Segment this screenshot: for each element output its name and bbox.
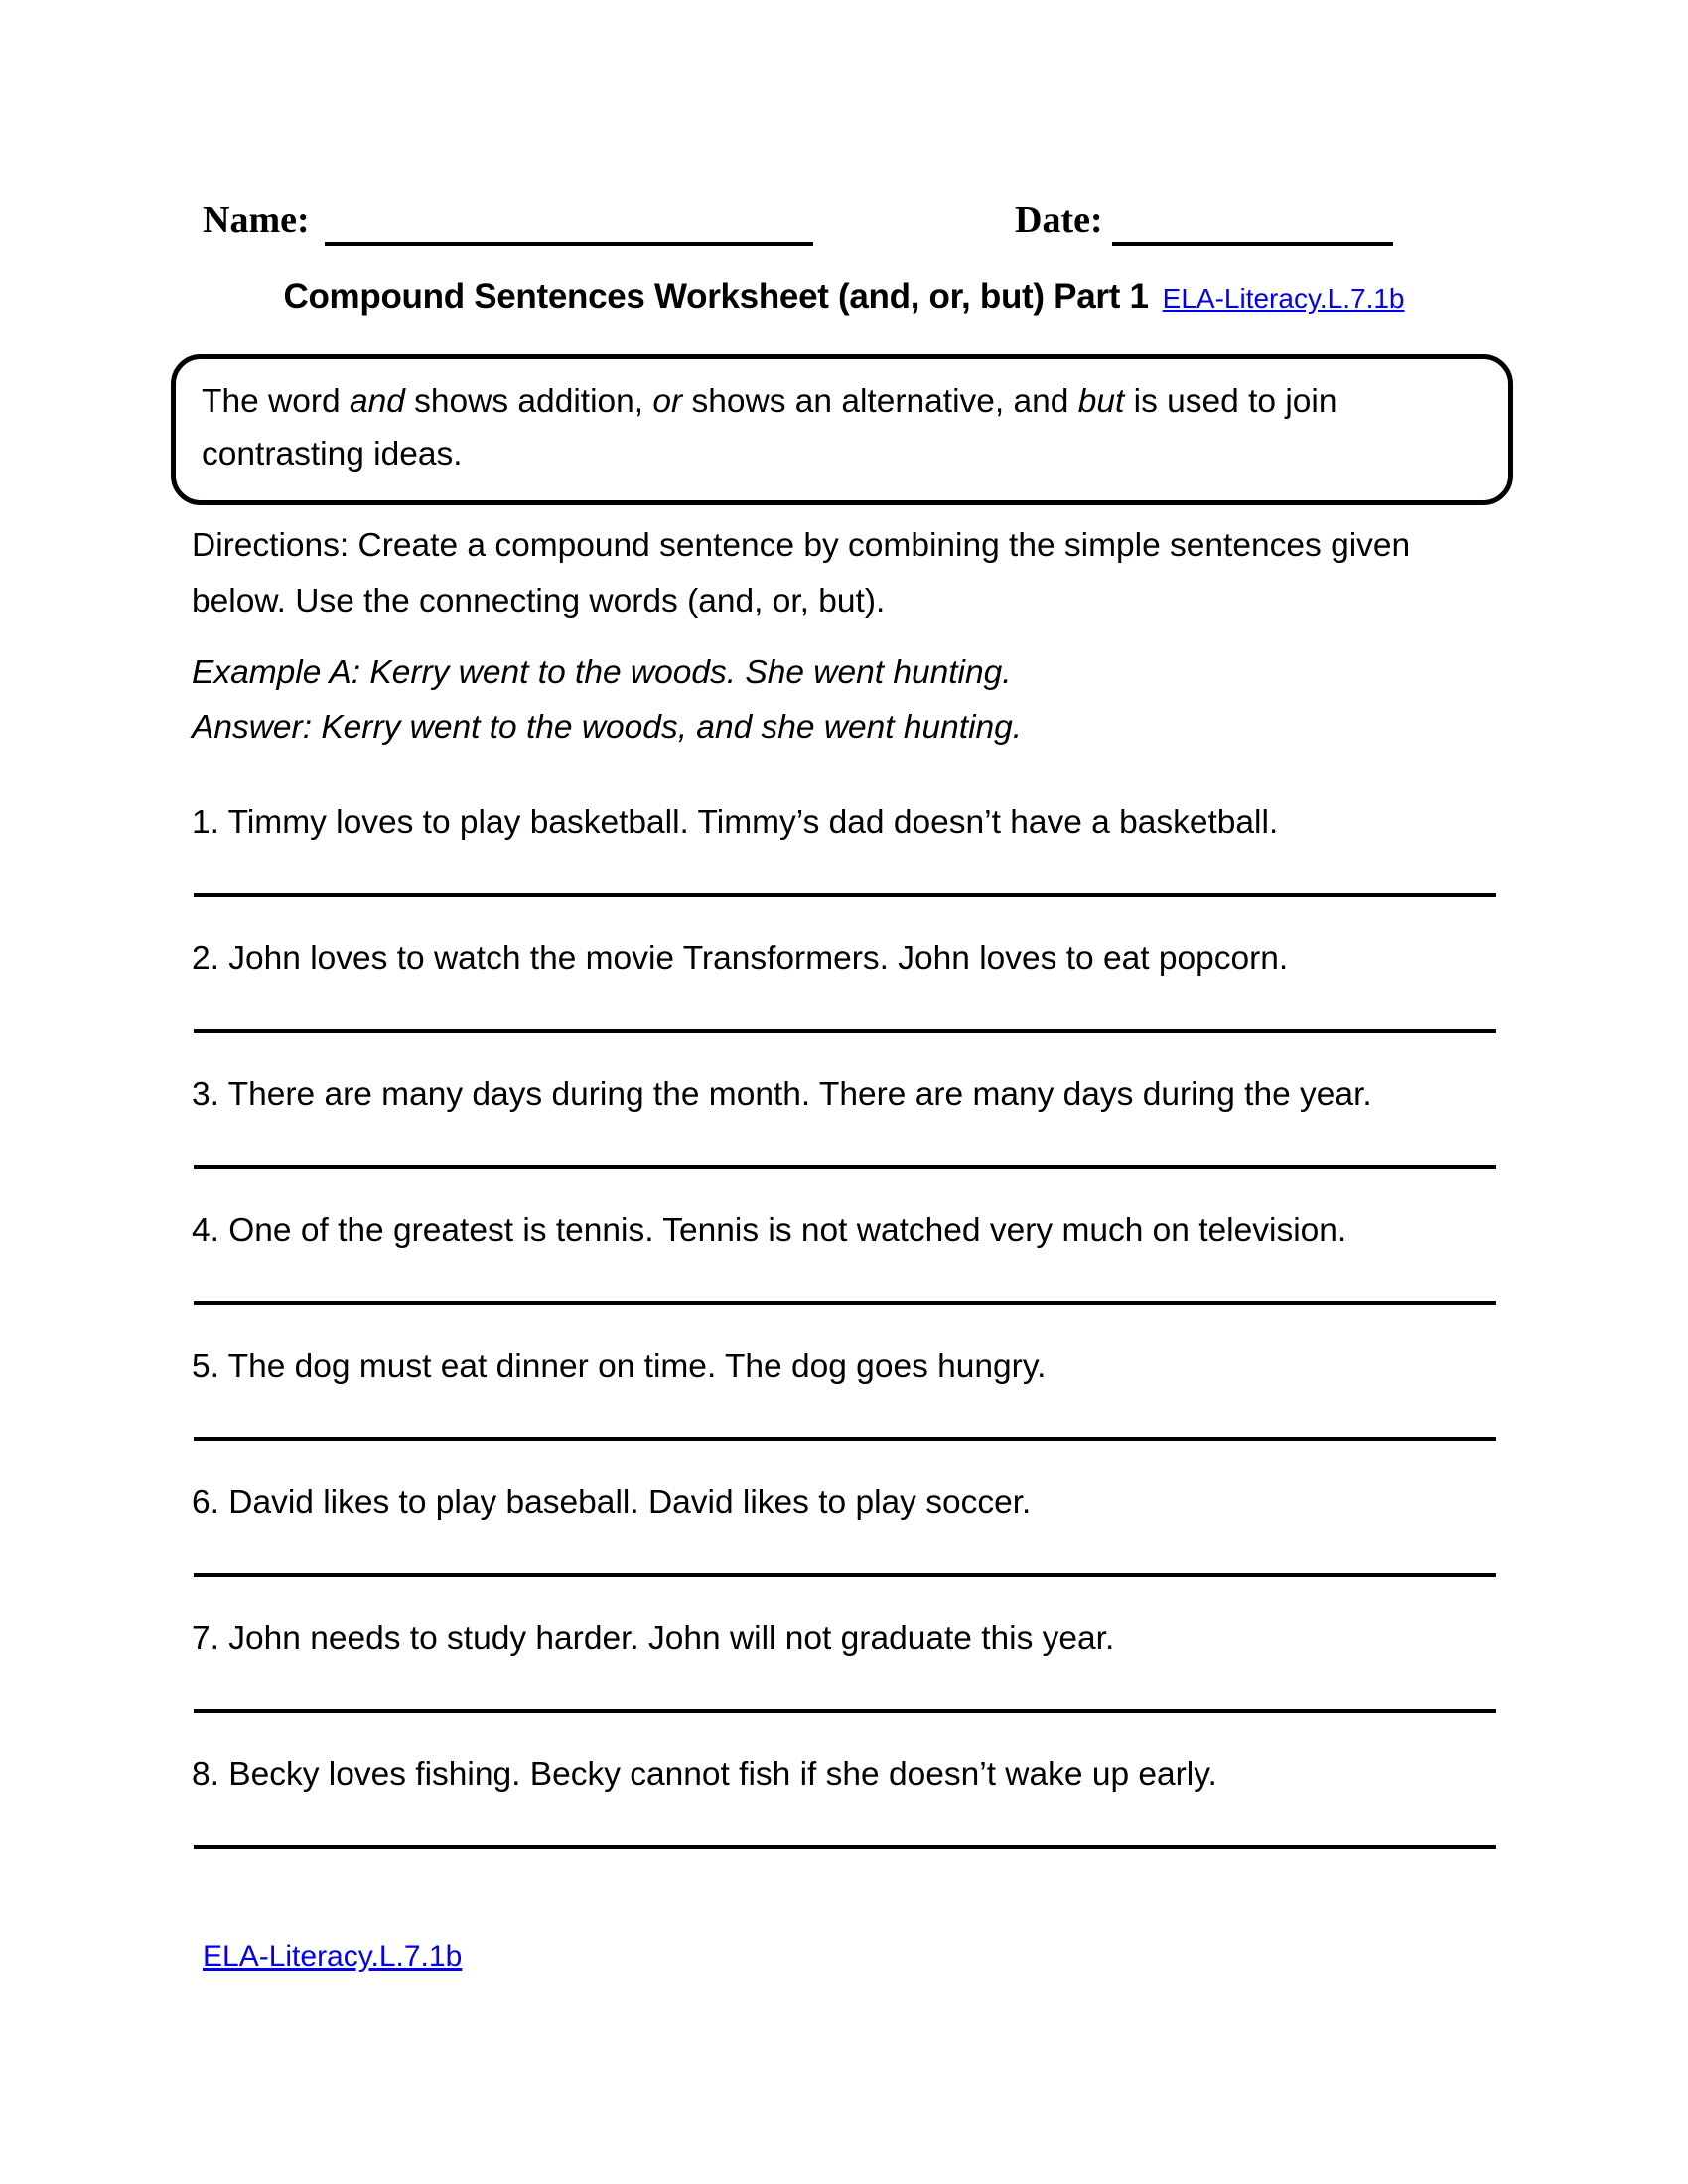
question-item (192, 1076, 1496, 1205)
question-sentence: 5. The dog must eat dinner on time. The dog goes hungry. (192, 1348, 1047, 1385)
question-sentence: 3. There are many days during the month. There are many days during the year. (192, 1076, 1372, 1113)
question-sentence: 6. David likes to play baseball. David likes to play soccer. (192, 1484, 1032, 1521)
question-item (192, 940, 1496, 1069)
definition-box (171, 354, 1513, 505)
answer-blank-line (194, 889, 1496, 897)
date-label: Date: (1015, 200, 1103, 241)
name-label: Name: (203, 200, 310, 241)
answer-blank-line (194, 1842, 1496, 1849)
page-title: Compound Sentences Worksheet (and, or, but) Part 1 (283, 277, 1149, 316)
name-blank-line (325, 201, 813, 246)
date-blank-line (1112, 201, 1393, 246)
question-item (192, 804, 1496, 933)
example-answer-line: Answer: Kerry went to the woods, and she went hunting. (192, 709, 1023, 746)
question-item (192, 1620, 1496, 1749)
example-line: Example A: Kerry went to the woods. She went hunting. (192, 654, 1012, 691)
question-item (192, 1756, 1496, 1885)
question-sentence: 7. John needs to study harder. John will not graduate this year. (192, 1620, 1115, 1657)
question-item (192, 1484, 1496, 1613)
answer-blank-line (194, 1570, 1496, 1577)
question-sentence: 2. John loves to watch the movie Transformers. John loves to eat popcorn. (192, 940, 1289, 977)
question-sentence: 1. Timmy loves to play basketball. Timmy’s dad doesn’t have a basketball. (192, 804, 1279, 841)
question-sentence: 4. One of the greatest is tennis. Tennis is not watched very much on television. (192, 1212, 1347, 1249)
question-sentence: 8. Becky loves fishing. Becky cannot fish if she doesn’t wake up early. (192, 1756, 1217, 1793)
answer-blank-line (194, 1025, 1496, 1033)
directions-line: below. Use the connecting words (and, or, but). (192, 583, 886, 619)
question-item (192, 1348, 1496, 1477)
answer-blank-line (194, 1161, 1496, 1169)
example-block (192, 645, 1022, 754)
answer-blank-line (194, 1297, 1496, 1305)
question-item (192, 1212, 1496, 1341)
answer-blank-line (194, 1433, 1496, 1441)
directions-line: Directions: Create a compound sentence by combining the simple sentences given (192, 527, 1411, 564)
definition-line: The word and shows addition, or shows an alternative, and but is used to join (202, 383, 1337, 420)
definition-line: contrasting ideas. (202, 436, 463, 473)
title-row (0, 277, 1688, 317)
title-standard-link[interactable]: ELA-Literacy.L.7.1b (1162, 283, 1405, 314)
directions-text (192, 518, 1410, 629)
answer-blank-line (194, 1706, 1496, 1713)
footer-standard-link[interactable]: ELA-Literacy.L.7.1b (203, 1940, 463, 1973)
